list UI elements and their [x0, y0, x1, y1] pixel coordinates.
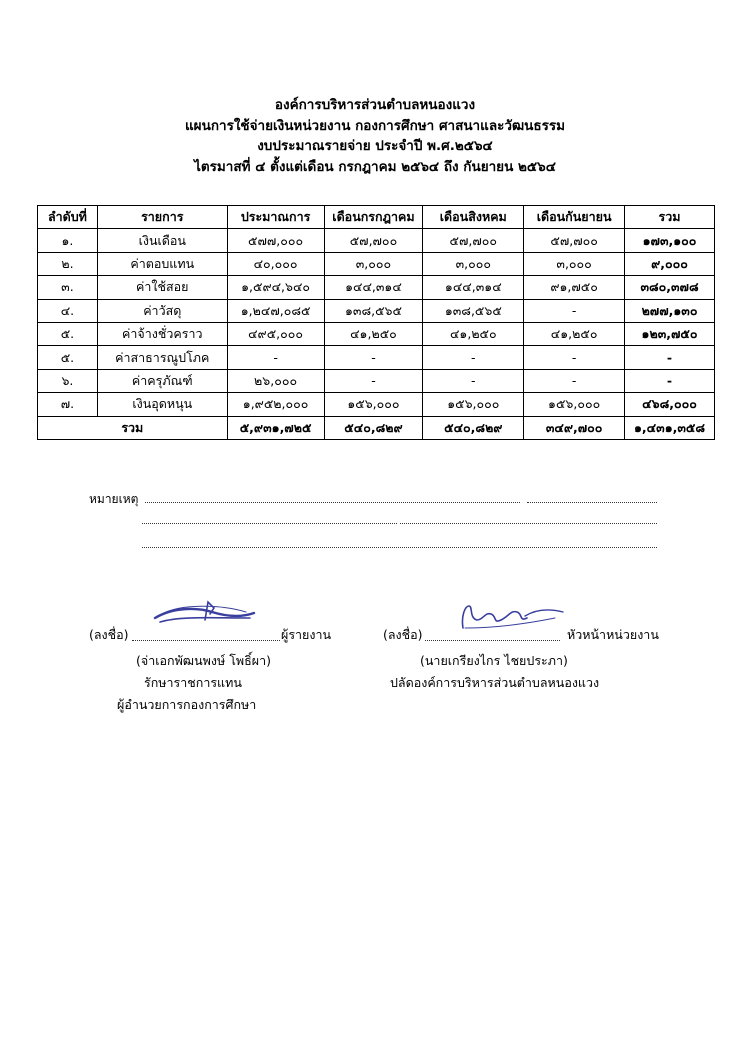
row-estimate: ๒๖,๐๐๐: [227, 369, 324, 392]
col-header-september: เดือนกันยายน: [524, 206, 625, 229]
row-september: ๕๗,๗๐๐: [524, 229, 625, 252]
row-august: ๑๓๘,๕๖๕: [423, 299, 524, 322]
row-estimate: ๕๗๗,๐๐๐: [227, 229, 324, 252]
col-header-estimate: ประมาณการ: [227, 206, 324, 229]
totals-label: รวม: [38, 416, 228, 439]
totals-total: ๑,๔๓๑,๓๕๘: [625, 416, 715, 439]
row-august: ๑๔๔,๓๑๔: [423, 276, 524, 299]
col-header-august: เดือนสิงหคม: [423, 206, 524, 229]
row-total: -: [625, 369, 715, 392]
row-no: ๒.: [38, 252, 98, 275]
col-header-total: รวม: [625, 206, 715, 229]
note-line-1a: [145, 502, 520, 503]
document-header: [0, 95, 750, 177]
left-sign-name: (จ่าเอกพัฒนพงษ์ โพธิ์ผา): [136, 653, 272, 668]
row-item: ค่าครุภัณฑ์: [97, 369, 227, 392]
totals-july: ๕๔๐,๘๒๙: [324, 416, 423, 439]
col-header-july: เดือนกรกฎาคม: [324, 206, 423, 229]
row-august: ๓,๐๐๐: [423, 252, 524, 275]
row-september: ๓,๐๐๐: [524, 252, 625, 275]
row-no: ๕.: [38, 346, 98, 369]
table-header-row: [38, 206, 715, 229]
left-sign-line: [132, 640, 280, 641]
right-sign-prefix: (ลงชื่อ): [383, 627, 423, 642]
row-estimate: ๑,๒๔๗,๐๘๕: [227, 299, 324, 322]
row-item: ค่าสาธารณูปโภค: [97, 346, 227, 369]
table-row: [38, 276, 715, 299]
row-total: ๑๗๓,๑๐๐: [625, 229, 715, 252]
row-september: -: [524, 369, 625, 392]
left-sign-position2: ผู้อำนวยการกองการศึกษา: [117, 697, 257, 712]
row-no: ๓.: [38, 276, 98, 299]
row-item: ค่าตอบแทน: [97, 252, 227, 275]
row-september: -: [524, 346, 625, 369]
row-estimate: -: [227, 346, 324, 369]
budget-table: [37, 205, 715, 440]
row-august: ๔๑,๒๕๐: [423, 322, 524, 345]
left-sign-position1: รักษาราชการแทน: [144, 675, 242, 690]
right-sign-name: (นายเกรียงไกร ไชยประภา): [420, 653, 568, 668]
totals-row: [38, 416, 715, 439]
note-line-1b: [527, 502, 657, 503]
row-september: ๙๑,๗๕๐: [524, 276, 625, 299]
left-sign-role: ผู้รายงาน: [281, 627, 332, 642]
row-july: ๕๗,๗๐๐: [324, 229, 423, 252]
col-header-no: ลำดับที่: [38, 206, 98, 229]
table-row: [38, 393, 715, 416]
quarter-range: ไตรมาสที่ ๔ ตั้งแต่เดือน กรกฎาคม ๒๕๖๔ ถึง กันยายน ๒๕๖๔: [194, 158, 556, 175]
row-estimate: ๔๙๕,๐๐๐: [227, 322, 324, 345]
row-item: เงินอุดหนุน: [97, 393, 227, 416]
col-header-item: รายการ: [97, 206, 227, 229]
row-august: ๕๗,๗๐๐: [423, 229, 524, 252]
plan-title: แผนการใช้จ่ายเงินหน่วยงาน กองการศึกษา ศาสนาและวัฒนธรรม: [184, 117, 566, 134]
left-signature-image: [150, 596, 260, 636]
table-row: [38, 252, 715, 275]
row-total: ๙,๐๐๐: [625, 252, 715, 275]
row-item: ค่าจ้างชั่วคราว: [97, 322, 227, 345]
row-july: ๔๑,๒๕๐: [324, 322, 423, 345]
row-july: ๑๓๘,๕๖๕: [324, 299, 423, 322]
totals-september: ๓๔๙,๗๐๐: [524, 416, 625, 439]
row-estimate: ๔๐,๐๐๐: [227, 252, 324, 275]
totals-august: ๕๔๐,๘๒๙: [423, 416, 524, 439]
totals-estimate: ๕,๙๓๑,๗๒๕: [227, 416, 324, 439]
row-august: -: [423, 346, 524, 369]
note-label: หมายเหตุ: [89, 492, 139, 506]
row-july: ๓,๐๐๐: [324, 252, 423, 275]
table-row: [38, 299, 715, 322]
right-sign-position1: ปลัดองค์การบริหารส่วนตำบลหนองแวง: [390, 675, 600, 690]
row-total: ๑๒๓,๗๕๐: [625, 322, 715, 345]
table-row: [38, 322, 715, 345]
right-sign-role: หัวหน้าหน่วยงาน: [567, 627, 659, 642]
row-no: ๕.: [38, 322, 98, 345]
row-no: ๑.: [38, 229, 98, 252]
row-august: -: [423, 369, 524, 392]
left-sign-prefix: (ลงชื่อ): [89, 627, 129, 642]
row-estimate: ๑,๙๕๒,๐๐๐: [227, 393, 324, 416]
table-row: [38, 229, 715, 252]
row-no: ๔.: [38, 299, 98, 322]
row-total: -: [625, 346, 715, 369]
row-september: ๑๕๖,๐๐๐: [524, 393, 625, 416]
note-line-2b: [400, 523, 657, 524]
row-august: ๑๕๖,๐๐๐: [423, 393, 524, 416]
row-item: เงินเดือน: [97, 229, 227, 252]
row-july: -: [324, 346, 423, 369]
row-item: ค่าใช้สอย: [97, 276, 227, 299]
right-sign-line: [425, 640, 560, 641]
right-signature-image: [455, 598, 570, 638]
row-total: ๓๘๐,๓๗๘: [625, 276, 715, 299]
row-september: -: [524, 299, 625, 322]
row-total: ๒๗๗,๑๓๐: [625, 299, 715, 322]
row-july: ๑๔๔,๓๑๔: [324, 276, 423, 299]
row-no: ๖.: [38, 369, 98, 392]
org-name: องค์การบริหารส่วนตำบลหนองแวง: [274, 97, 476, 113]
row-july: ๑๕๖,๐๐๐: [324, 393, 423, 416]
row-item: ค่าวัสดุ: [97, 299, 227, 322]
table-row: [38, 369, 715, 392]
row-september: ๔๑,๒๕๐: [524, 322, 625, 345]
note-line-3: [142, 547, 657, 548]
row-no: ๗.: [38, 393, 98, 416]
row-july: -: [324, 369, 423, 392]
note-line-2a: [142, 523, 397, 524]
row-estimate: ๑,๕๙๔,๖๔๐: [227, 276, 324, 299]
budget-year: งบประมาณรายจ่าย ประจำปี พ.ศ.๒๕๖๔: [257, 138, 493, 154]
table-row: [38, 346, 715, 369]
row-total: ๔๖๘,๐๐๐: [625, 393, 715, 416]
